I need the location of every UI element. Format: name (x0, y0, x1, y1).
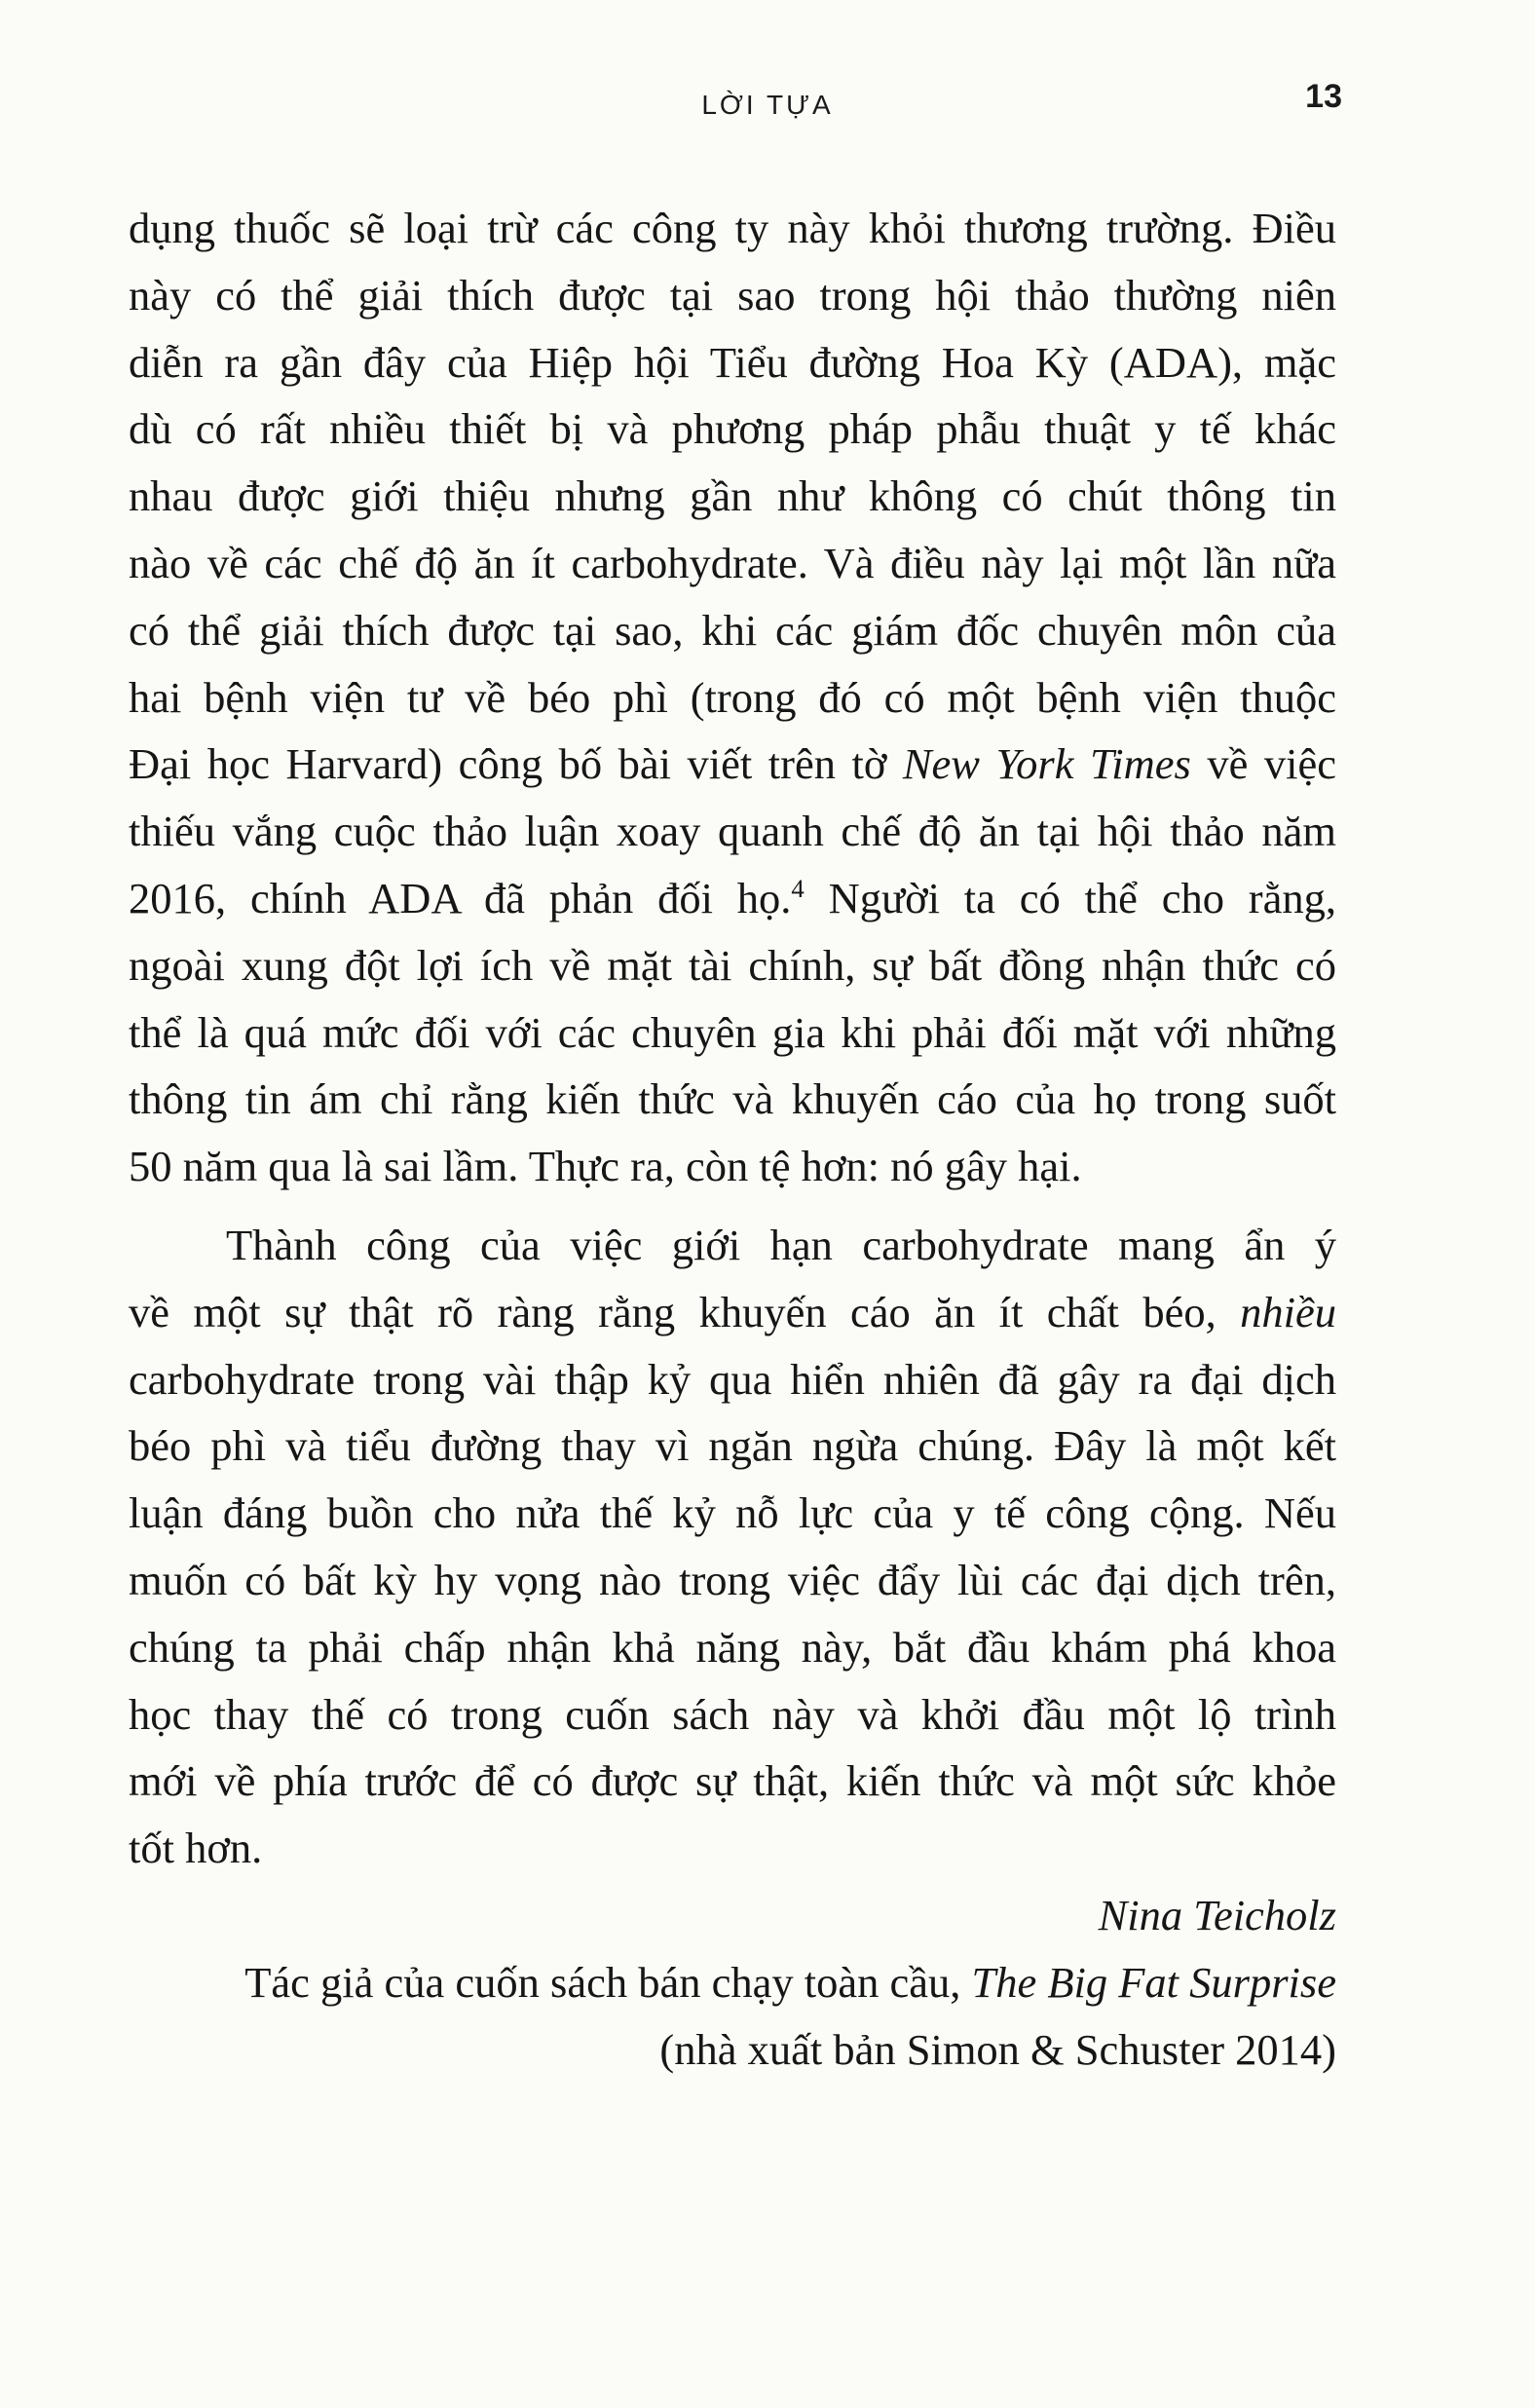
text-line: dù có rất nhiều thiết bị và phương pháp phẫu thuật y tế khác (129, 404, 1336, 454)
text-line: thể là quá mức đối với các chuyên gia khi phải đối mặt với những (129, 1007, 1336, 1057)
text-segment: 2016, chính ADA đã phản đối họ. (129, 873, 792, 922)
emphasis: nhiều (1240, 1287, 1336, 1336)
text-line: carbohydrate trong vài thập kỷ qua hiển nhiên đã gây ra đại dịch (129, 1354, 1336, 1404)
page-number: 13 (1305, 78, 1342, 115)
text-line (129, 731, 1336, 798)
text-line: thông tin ám chỉ rằng kiến thức và khuyến cáo của họ trong suốt (129, 1074, 1336, 1124)
text-line: này có thể giải thích được tại sao trong hội thảo thường niên (129, 270, 1336, 320)
footnote-reference: 4 (791, 874, 805, 904)
author-name: Nina Teicholz (1098, 1890, 1336, 1939)
text-segment: về việc (1190, 739, 1336, 789)
text-line (129, 865, 1336, 932)
text-segment: Người ta có thể cho rằng, (804, 873, 1336, 922)
text-line: muốn có bất kỳ hy vọng nào trong việc đẩy lùi các đại dịch trên, (129, 1555, 1336, 1604)
text-line: Thành công của việc giới hạn carbohydrate mang ẩn ý (226, 1220, 1336, 1269)
body-text (129, 195, 1336, 2083)
text-line: ngoài xung đột lợi ích về mặt tài chính, sự bất đồng nhận thức có (129, 940, 1336, 990)
text-line: nhau được giới thiệu nhưng gần như không có chút thông tin (129, 471, 1336, 521)
text-segment: Tác giả của cuốn sách bán chạy toàn cầu, (244, 1957, 972, 2007)
book-title: The Big Fat Surprise (971, 1957, 1336, 2007)
text-line: mới về phía trước để có được sự thật, kiến thức và một sức khỏe (129, 1756, 1336, 1806)
text-line: chúng ta phải chấp nhận khả năng này, bắt đầu khám phá khoa (129, 1622, 1336, 1672)
text-line: dụng thuốc sẽ loại trừ các công ty này khỏi thương trường. Điều (129, 204, 1336, 252)
paragraph-1 (129, 195, 1336, 1200)
text-line: tốt hơn. (129, 1824, 263, 1873)
paragraph-gap (129, 1200, 1336, 1212)
text-segment: về một sự thật rõ ràng rằng khuyến cáo ăn ít chất béo, (129, 1287, 1241, 1336)
text-line: nào về các chế độ ăn ít carbohydrate. Và điều này lại một lần nữa (129, 538, 1336, 587)
text-line: luận đáng buồn cho nửa thế kỷ nỗ lực của y tế công cộng. Nếu (129, 1488, 1336, 1538)
text-line: có thể giải thích được tại sao, khi các giám đốc chuyên môn của (129, 605, 1336, 655)
author-role (129, 1949, 1336, 2016)
text-line: thiếu vắng cuộc thảo luận xoay quanh chế độ ăn tại hội thảo năm (129, 807, 1336, 856)
publisher-note: (nhà xuất bản Simon & Schuster 2014) (659, 2024, 1336, 2074)
paragraph-2 (129, 1212, 1336, 1882)
running-title: LỜI TỰA (701, 90, 834, 120)
signature-block (129, 1882, 1336, 2083)
text-line: béo phì và tiểu đường thay vì ngăn ngừa chúng. Đây là một kết (129, 1421, 1336, 1471)
text-line (129, 1279, 1336, 1346)
text-line: hai bệnh viện tư về béo phì (trong đó có một bệnh viện thuộc (129, 672, 1336, 722)
text-segment: Đại học Harvard) công bố bài viết trên tờ (129, 739, 903, 789)
text-line: 50 năm qua là sai lầm. Thực ra, còn tệ hơn: nó gây hại. (129, 1142, 1082, 1191)
text-line: diễn ra gần đây của Hiệp hội Tiểu đường Hoa Kỳ (ADA), mặc (129, 337, 1336, 387)
text-line: học thay thế có trong cuốn sách này và khởi đầu một lộ trình (129, 1689, 1336, 1739)
newspaper-title: New York Times (902, 739, 1191, 789)
